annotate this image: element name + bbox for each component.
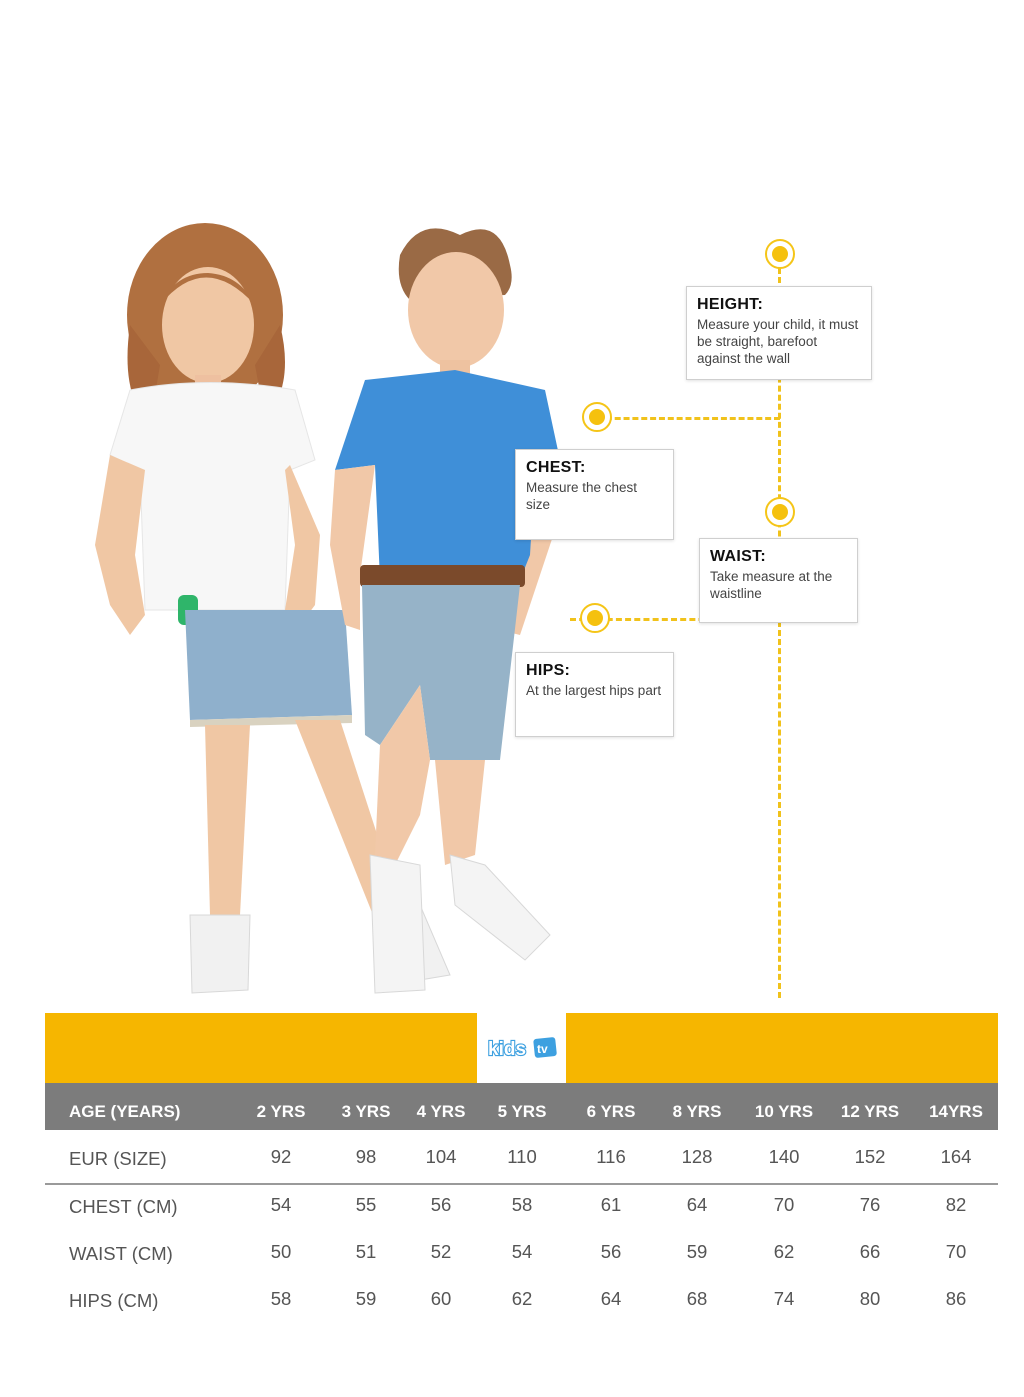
table-cell: 104	[425, 1146, 457, 1167]
row-label: WAIST (CM)	[69, 1243, 173, 1264]
table-cell: 56	[600, 1241, 622, 1262]
table-cell: 62	[773, 1241, 795, 1262]
table-cell: 59	[355, 1288, 377, 1309]
table-cell: 66	[859, 1241, 881, 1262]
table-cell: 76	[859, 1194, 881, 1215]
svg-text:tv: tv	[536, 1042, 548, 1056]
chest-guide-line	[597, 417, 780, 420]
height-callout	[686, 286, 872, 380]
table-cell: 56	[430, 1194, 452, 1215]
row-divider	[45, 1183, 998, 1185]
table-cell: 110	[507, 1146, 537, 1167]
header-col-0: 2 YRS	[256, 1102, 306, 1121]
hips-title: HIPS:	[526, 662, 571, 679]
table-cell: 52	[430, 1241, 452, 1262]
waist-marker-icon	[765, 497, 795, 527]
table-cell: 82	[945, 1194, 967, 1215]
table-cell: 68	[686, 1288, 708, 1309]
chest-marker-icon	[582, 402, 612, 432]
table-cell: 74	[773, 1288, 795, 1309]
table-cell: 86	[945, 1288, 967, 1309]
table-cell: 59	[686, 1241, 708, 1262]
table-cell: 128	[681, 1146, 713, 1167]
header-col-7: 12 YRS	[840, 1102, 900, 1121]
children-photo	[90, 215, 570, 1005]
chest-title: CHEST:	[526, 459, 586, 476]
waist-text: Take measure at the waistline	[710, 569, 833, 601]
header-col-6: 10 YRS	[754, 1102, 814, 1121]
header-col-3: 5 YRS	[497, 1102, 547, 1121]
table-cell: 80	[859, 1288, 881, 1309]
table-cell: 50	[270, 1241, 292, 1262]
header-col-5: 8 YRS	[672, 1102, 722, 1121]
table-cell: 92	[270, 1146, 292, 1167]
table-cell: 64	[686, 1194, 708, 1215]
height-text: Measure your child, it must be straight, barefoot against the wall	[697, 317, 859, 366]
height-title: HEIGHT:	[697, 296, 764, 313]
header-col-2: 4 YRS	[416, 1102, 466, 1121]
row-label: EUR (SIZE)	[69, 1148, 167, 1169]
kids-tv-logo	[477, 1013, 566, 1083]
waist-callout	[699, 538, 858, 623]
table-cell: 140	[768, 1146, 800, 1167]
table-cell: 70	[945, 1241, 967, 1262]
table-cell: 70	[773, 1194, 795, 1215]
header-col-1: 3 YRS	[341, 1102, 391, 1121]
hips-marker-icon	[580, 603, 610, 633]
table-cell: 62	[511, 1288, 533, 1309]
table-cell: 152	[854, 1146, 886, 1167]
row-label: HIPS (CM)	[69, 1290, 159, 1311]
hips-callout	[515, 652, 674, 737]
header-age-label: AGE (YEARS)	[69, 1102, 181, 1121]
table-cell: 55	[355, 1194, 377, 1215]
table-cell: 61	[600, 1194, 622, 1215]
table-cell: 164	[940, 1146, 972, 1167]
table-cell: 116	[596, 1146, 626, 1167]
row-label: CHEST (CM)	[69, 1196, 178, 1217]
table-cell: 51	[355, 1241, 377, 1262]
header-col-4: 6 YRS	[586, 1102, 636, 1121]
table-cell: 98	[355, 1146, 377, 1167]
table-cell: 58	[511, 1194, 533, 1215]
table-cell: 58	[270, 1288, 292, 1309]
table-cell: 60	[430, 1288, 452, 1309]
chest-callout	[515, 449, 674, 540]
table-cell: 54	[270, 1194, 292, 1215]
table-cell: 54	[511, 1241, 533, 1262]
table-cell: 64	[600, 1288, 622, 1309]
hips-text: At the largest hips part	[526, 683, 662, 698]
waist-title: WAIST:	[710, 548, 767, 565]
chest-text: Measure the chest size	[526, 480, 638, 512]
height-marker-icon	[765, 239, 795, 269]
header-col-8: 14YRS	[929, 1102, 983, 1121]
svg-text:kids: kids	[487, 1039, 526, 1060]
